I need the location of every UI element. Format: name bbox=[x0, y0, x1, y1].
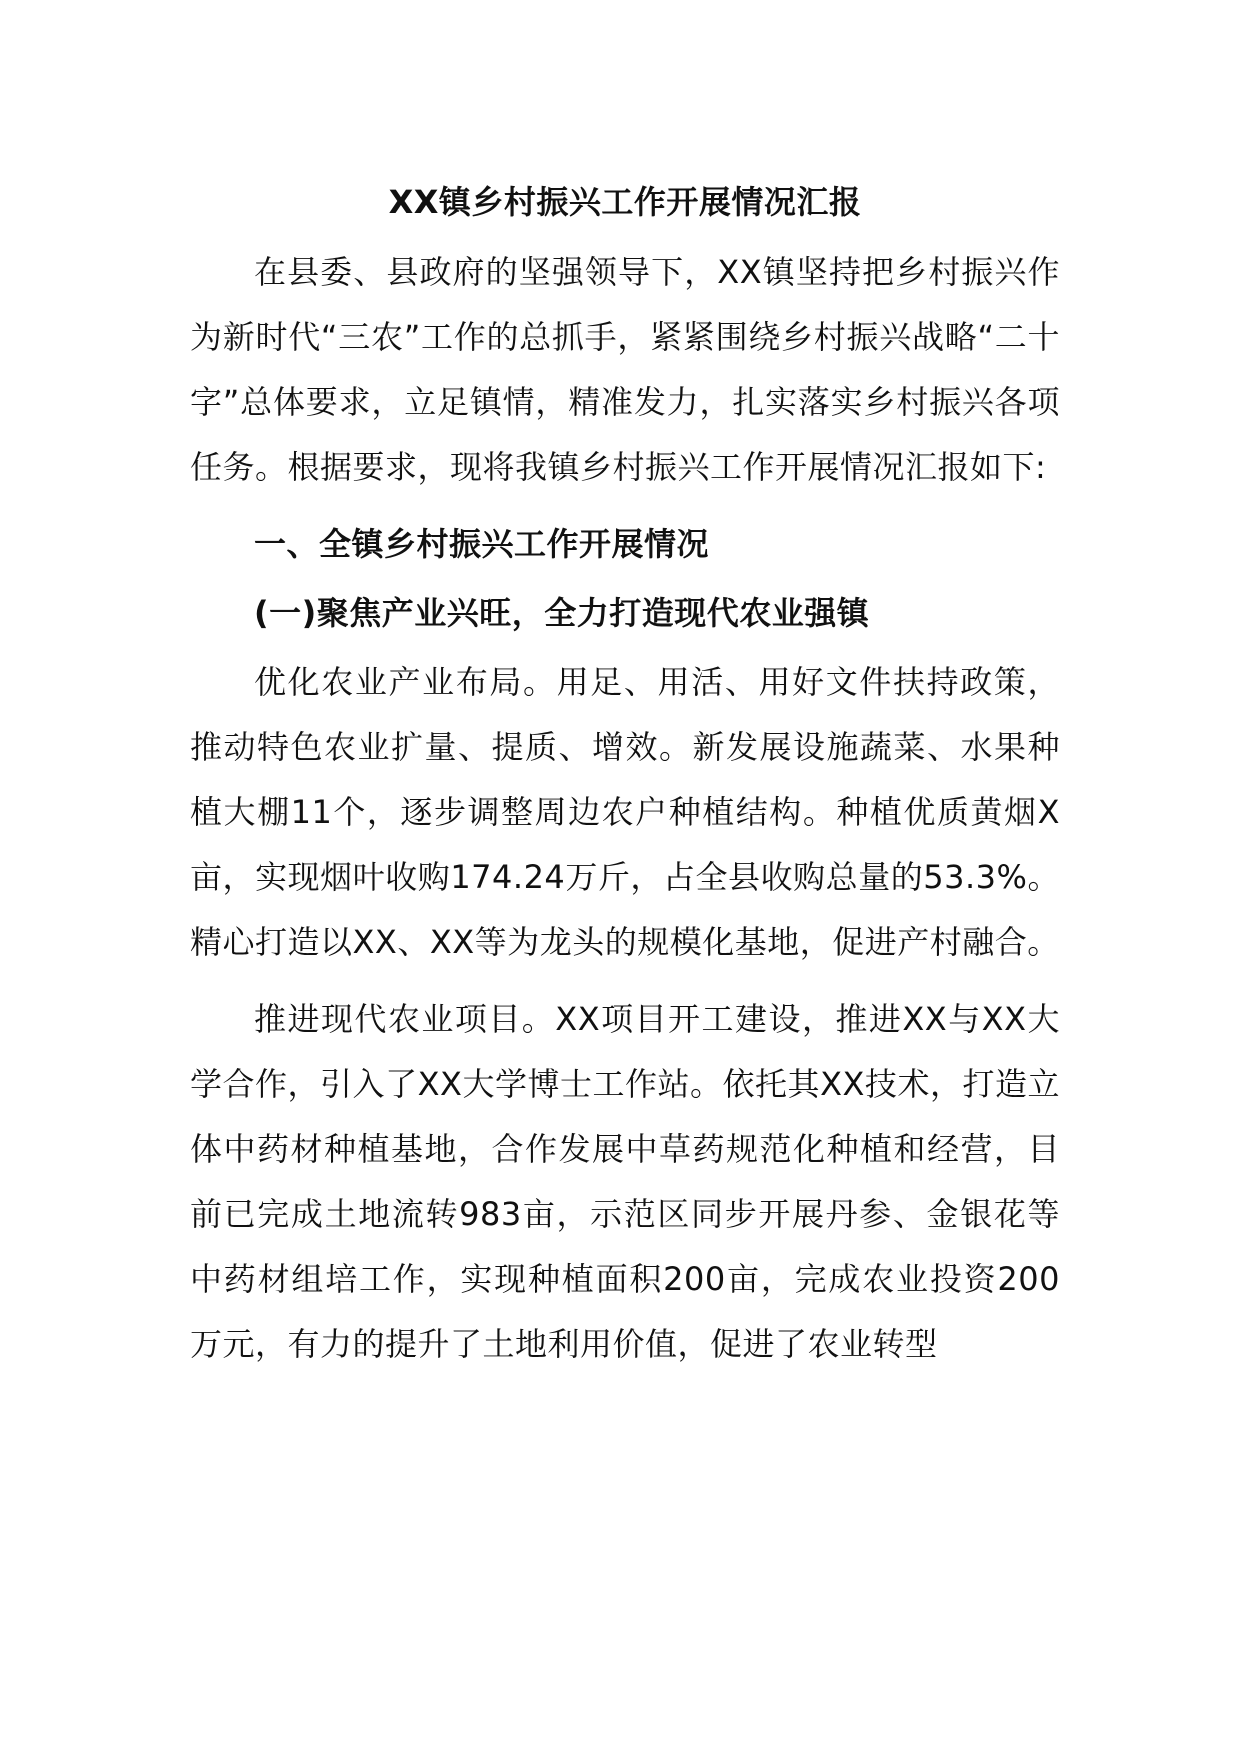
projects-paragraph: 推进现代农业项目。XX项目开工建设，推进XX与XX大学合作，引入了XX大学博士工作站。依托其XX技术，打造立体中药材种植基地，合作发展中草药规范化种植和经营，目前已完成土地流转983亩，示范区同步开展丹参、金银花等中药材组培工作，实现种植面积200亩，完成农业投资200万元，有力的提升了土地利用价值，促进了农业转型 bbox=[190, 1000, 1060, 1363]
industry-paragraph: 优化农业产业布局。用足、用活、用好文件扶持政策，推动特色农业扩量、提质、增效。新发展设施蔬菜、水果种植大棚11个，逐步调整周边农户种植结构。种植优质黄烟X亩，实现烟叶收购174.24万斤，占全县收购总量的53.3%。精心打造以XX、XX等为龙头的规模化基地，促进产村融合。 bbox=[190, 663, 1060, 961]
subsection-heading: (一)聚焦产业兴旺，全力打造现代农业强镇 bbox=[254, 594, 870, 632]
section-heading: 一、全镇乡村振兴工作开展情况 bbox=[254, 525, 710, 563]
document-title: XX镇乡村振兴工作开展情况汇报 bbox=[388, 183, 862, 221]
intro-paragraph: 在县委、县政府的坚强领导下，XX镇坚持把乡村振兴作为新时代“三农”工作的总抓手，紧紧围绕乡村振兴战略“二十字”总体要求，立足镇情，精准发力，扎实落实乡村振兴各项任务。根据要求，现将我镇乡村振兴工作开展情况汇报如下: bbox=[190, 253, 1060, 486]
